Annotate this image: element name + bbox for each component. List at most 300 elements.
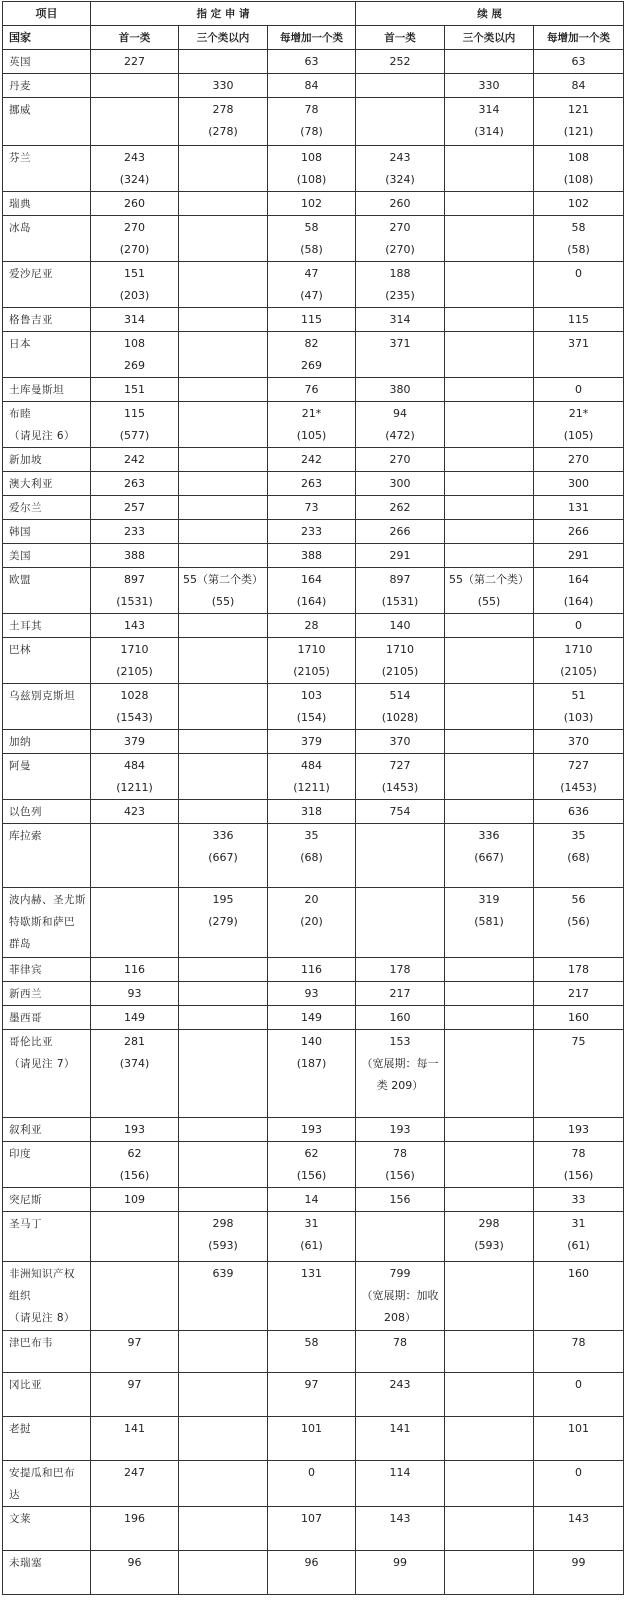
country-cell [3, 74, 91, 98]
designation-each-additional-cell [268, 1142, 356, 1188]
cell-text: 484 [301, 759, 323, 772]
fee-table [2, 1, 624, 1595]
renewal-first-class-cell [356, 824, 445, 888]
designation-first-class-cell [91, 332, 179, 378]
cell-text: （宽展期：每一 [361, 1057, 439, 1070]
cell-text: 318 [301, 805, 323, 818]
designation-each-additional-cell [268, 1461, 356, 1507]
renewal-first-class-cell [356, 332, 445, 378]
cell-text: 195 [212, 893, 234, 906]
designation-each-additional-cell [268, 216, 356, 262]
renewal-each-additional-cell [534, 448, 624, 472]
designation-first-class-cell [91, 824, 179, 888]
country-cell [3, 378, 91, 402]
renewal-each-additional-cell [534, 1551, 624, 1595]
cell-text: (2105) [293, 665, 330, 678]
item-header: 项目 [3, 2, 91, 26]
cell-text: 14 [304, 1193, 319, 1206]
renewal-within-three-cell [445, 308, 534, 332]
cell-text: (61) [567, 1239, 590, 1252]
cell-text: 1710 [564, 643, 593, 656]
table-row [3, 1373, 624, 1417]
table-row [3, 568, 624, 614]
designation-within-three-cell [179, 958, 268, 982]
cell-text: (1211) [116, 781, 153, 794]
table-row [3, 1006, 624, 1030]
cell-text: 897 [389, 573, 411, 586]
cell-text: 636 [568, 805, 590, 818]
renewal-within-three-cell [445, 1507, 534, 1551]
cell-text: 墨西哥 [9, 1012, 42, 1024]
table-row [3, 496, 624, 520]
designation-each-additional-cell [268, 146, 356, 192]
renewal-each-additional-cell [534, 1417, 624, 1461]
designation-within-three-cell [179, 496, 268, 520]
cell-text: (667) [208, 851, 238, 864]
cell-text: 131 [568, 501, 590, 514]
table-row [3, 1188, 624, 1212]
cell-text: 0 [575, 1378, 583, 1391]
table-row [3, 146, 624, 192]
designation-within-three-cell [179, 520, 268, 544]
cell-text: 262 [389, 501, 411, 514]
renewal-first-class-cell [356, 1373, 445, 1417]
cell-text: （请见注 8） [9, 1312, 76, 1324]
cell-text: 挪威 [9, 104, 31, 116]
designation-first-class-cell [91, 520, 179, 544]
designation-first-class-cell [91, 50, 179, 74]
renewal-within-three-cell [445, 730, 534, 754]
renewal-each-additional-cell [534, 74, 624, 98]
cell-text: 269 [124, 359, 145, 372]
designation-first-class-cell [91, 684, 179, 730]
cell-text: 爱沙尼亚 [9, 268, 53, 280]
renewal-first-class-cell [356, 614, 445, 638]
table-row [3, 824, 624, 888]
designation-within-three-cell [179, 448, 268, 472]
country-cell [3, 544, 91, 568]
designation-first-class-cell [91, 216, 179, 262]
table-row [3, 448, 624, 472]
table-row [3, 1118, 624, 1142]
designation-first-class-cell [91, 402, 179, 448]
renewal-first-class-cell [356, 216, 445, 262]
renewal-within-three-cell [445, 448, 534, 472]
renewal-within-three-cell [445, 472, 534, 496]
cell-text: 379 [124, 735, 145, 748]
table-row [3, 378, 624, 402]
cell-text: (47) [300, 289, 323, 302]
renewal-each-additional-cell [534, 1142, 624, 1188]
renewal-first-class-cell [356, 192, 445, 216]
cell-text: （请见注 6） [9, 430, 76, 442]
country-cell [3, 1417, 91, 1461]
cell-text: 263 [124, 477, 145, 490]
cell-text: 243 [389, 151, 411, 164]
cell-text: 丹麦 [9, 80, 31, 92]
cell-text: 754 [389, 805, 411, 818]
country-cell [3, 1118, 91, 1142]
designation-each-additional-cell [268, 332, 356, 378]
designation-within-three-cell [179, 332, 268, 378]
table-row [3, 262, 624, 308]
designation-within-three-cell [179, 378, 268, 402]
cell-text: 101 [301, 1422, 323, 1435]
cell-text: 组织 [9, 1290, 31, 1302]
cell-text: 31 [304, 1217, 319, 1230]
cell-text: 270 [124, 221, 145, 234]
designation-first-class-cell [91, 800, 179, 824]
cell-text: (1453) [381, 781, 419, 794]
cell-text: 243 [124, 151, 145, 164]
renewal-first-class-cell [356, 308, 445, 332]
cell-text: 164 [568, 573, 590, 586]
designation-each-additional-cell [268, 1507, 356, 1551]
renewal-each-additional-cell [534, 472, 624, 496]
table-row [3, 1212, 624, 1262]
cell-text: 津巴布韦 [9, 1337, 53, 1349]
cell-text: (68) [567, 851, 590, 864]
renewal-each-additional-cell [534, 1006, 624, 1030]
cell-text: (58) [300, 243, 323, 256]
designation-each-additional-cell [268, 684, 356, 730]
cell-text: 非洲知识产权 [9, 1268, 75, 1280]
designation-first-class-cell [91, 1551, 179, 1595]
cell-text: (68) [300, 851, 323, 864]
renewal-first-class-cell [356, 448, 445, 472]
renewal-first-class-cell [356, 1331, 445, 1373]
table-row [3, 98, 624, 146]
country-cell [3, 216, 91, 262]
cell-text: 文莱 [9, 1513, 31, 1525]
cell-text: (187) [296, 1057, 327, 1070]
designation-within-three-cell [179, 1417, 268, 1461]
designation-first-class-cell [91, 1507, 179, 1551]
cell-text: 160 [568, 1267, 590, 1280]
cell-text: 97 [127, 1378, 142, 1391]
cell-text: 0 [308, 1466, 316, 1479]
cell-text: 印度 [9, 1148, 31, 1160]
designation-within-three-cell [179, 1507, 268, 1551]
designation-each-additional-cell [268, 1212, 356, 1262]
cell-text: 196 [124, 1512, 145, 1525]
cell-text: 114 [389, 1466, 411, 1479]
designation-each-additional-cell [268, 730, 356, 754]
cell-text: 94 [393, 407, 408, 420]
cell-text: (121) [563, 125, 594, 138]
cell-text: 243 [389, 1378, 411, 1391]
country-cell [3, 332, 91, 378]
cell-text: 96 [304, 1556, 319, 1569]
table-row [3, 982, 624, 1006]
cell-text: （请见注 7） [9, 1058, 76, 1070]
cell-text: 266 [568, 525, 590, 538]
designation-within-three-cell [179, 982, 268, 1006]
cell-text: 217 [568, 987, 590, 1000]
designation-each-additional-cell [268, 1331, 356, 1373]
renewal-each-additional-cell [534, 1507, 624, 1551]
designation-each-additional-cell [268, 1188, 356, 1212]
renewal-each-additional-cell [534, 308, 624, 332]
table-row [3, 192, 624, 216]
cell-text: 日本 [9, 338, 31, 350]
cell-text: 291 [389, 549, 411, 562]
designation-each-additional-cell [268, 98, 356, 146]
renewal-each-additional-cell [534, 544, 624, 568]
table-row [3, 520, 624, 544]
renewal-each-additional-cell [534, 684, 624, 730]
designation-each-additional-cell [268, 982, 356, 1006]
cell-text: 62 [127, 1147, 142, 1160]
cell-text: 160 [568, 1011, 590, 1024]
designation-each-additional-cell [268, 568, 356, 614]
cell-text: 727 [568, 759, 590, 772]
cell-text: 298 [478, 1217, 500, 1230]
cell-text: 93 [127, 987, 142, 1000]
table-row [3, 754, 624, 800]
country-cell [3, 888, 91, 958]
designation-within-three-cell [179, 472, 268, 496]
designation-each-additional-cell [268, 1118, 356, 1142]
cell-text: 270 [389, 221, 411, 234]
cell-text: 314 [478, 103, 500, 116]
table-row [3, 472, 624, 496]
cell-text: 欧盟 [9, 574, 31, 586]
cell-text: 278 [212, 103, 234, 116]
cell-text: 141 [389, 1422, 411, 1435]
renewal-within-three-cell [445, 1262, 534, 1331]
designation-each-additional-cell [268, 262, 356, 308]
cell-text: 727 [389, 759, 411, 772]
cell-text: 371 [389, 337, 411, 350]
designation-each-additional-cell [268, 496, 356, 520]
designation-first-class-cell [91, 496, 179, 520]
cell-text: 252 [389, 55, 411, 68]
cell-text: 242 [124, 453, 145, 466]
cell-text: 93 [304, 987, 319, 1000]
designation-within-three-cell [179, 1030, 268, 1118]
cell-text: (279) [208, 915, 238, 928]
designation-each-additional-cell [268, 448, 356, 472]
renewal-each-additional-cell [534, 1461, 624, 1507]
cell-text: (1543) [116, 711, 153, 724]
cell-text: 484 [124, 759, 145, 772]
country-cell [3, 520, 91, 544]
cell-text: 143 [124, 619, 145, 632]
renewal-within-three-cell [445, 1461, 534, 1507]
cell-text: 84 [571, 79, 586, 92]
renewal-first-class-cell [356, 378, 445, 402]
cell-text: 安提瓜和巴布 [9, 1467, 75, 1479]
cell-text: 281 [124, 1035, 145, 1048]
cell-text: 233 [301, 525, 323, 538]
cell-text: 加纳 [9, 736, 31, 748]
designation-first-class-cell [91, 544, 179, 568]
renewal-within-three-cell [445, 146, 534, 192]
designation-within-three-cell [179, 568, 268, 614]
cell-text: (1453) [560, 781, 597, 794]
renewal-first-class-cell [356, 146, 445, 192]
cell-text: 76 [304, 383, 319, 396]
designation-within-three-cell [179, 1212, 268, 1262]
renewal-first-class-cell [356, 74, 445, 98]
cell-text: 116 [124, 963, 145, 976]
table-row [3, 1507, 624, 1551]
designation-within-three-cell [179, 1006, 268, 1030]
designation-each-additional-cell [268, 472, 356, 496]
renewal-each-additional-cell [534, 262, 624, 308]
designation-within-three-cell [179, 308, 268, 332]
cell-text: 特歇斯和萨巴 [9, 916, 75, 928]
cell-text: 1028 [120, 689, 149, 702]
country-cell [3, 448, 91, 472]
designation-within-three-cell [179, 146, 268, 192]
cell-text: 布睦 [9, 408, 31, 420]
designation-first-class-cell [91, 1212, 179, 1262]
cell-text: 0 [575, 267, 583, 280]
cell-text: (593) [208, 1239, 238, 1252]
country-cell [3, 402, 91, 448]
renewal-each-additional-cell [534, 1188, 624, 1212]
cell-text: 瑞典 [9, 198, 31, 210]
cell-text: 84 [304, 79, 319, 92]
cell-text: 冈比亚 [9, 1379, 42, 1391]
cell-text: 35 [304, 829, 319, 842]
cell-text: 227 [124, 55, 145, 68]
table-row [3, 402, 624, 448]
table-row [3, 888, 624, 958]
designation-within-three-cell [179, 1331, 268, 1373]
renewal-within-three-cell [445, 378, 534, 402]
designation-first-class-cell [91, 1188, 179, 1212]
designation-within-three-cell [179, 754, 268, 800]
renewal-first-class-cell [356, 50, 445, 74]
cell-text: 298 [212, 1217, 234, 1230]
renewal-within-three-cell [445, 520, 534, 544]
country-cell [3, 1373, 91, 1417]
country-cell [3, 50, 91, 74]
renewal-first-class-cell [356, 638, 445, 684]
designation-first-class-cell [91, 146, 179, 192]
designation-each-additional-cell [268, 1006, 356, 1030]
cell-text: 78 [304, 103, 319, 116]
cell-text: 爱尔兰 [9, 502, 42, 514]
cell-text: 141 [124, 1422, 145, 1435]
cell-text: 143 [389, 1512, 411, 1525]
designation-each-additional-cell [268, 614, 356, 638]
cell-text: 美国 [9, 550, 31, 562]
renewal-first-class-cell [356, 98, 445, 146]
renewal-within-three-cell [445, 1030, 534, 1118]
cell-text: (2105) [116, 665, 153, 678]
cell-text: 21* [568, 407, 589, 420]
designation-first-class-cell [91, 958, 179, 982]
country-cell [3, 1507, 91, 1551]
cell-text: 897 [124, 573, 145, 586]
renewal-each-additional-cell [534, 1212, 624, 1262]
cell-text: 波内赫、圣尤斯 [9, 894, 86, 906]
designation-within-three-cell [179, 614, 268, 638]
renewal-first-class-cell [356, 402, 445, 448]
renewal-within-three-cell [445, 1142, 534, 1188]
renewal-within-three-cell [445, 638, 534, 684]
cell-text: (108) [296, 173, 327, 186]
renewal-first-class-cell [356, 544, 445, 568]
cell-text: 257 [124, 501, 145, 514]
cell-text: 99 [393, 1556, 408, 1569]
cell-text: 108 [124, 337, 145, 350]
cell-text: (203) [119, 289, 150, 302]
renewal-within-three-cell [445, 544, 534, 568]
cell-text: 370 [389, 735, 411, 748]
designation-each-additional-cell [268, 1262, 356, 1331]
cell-text: 102 [568, 197, 590, 210]
cell-text: 75 [571, 1035, 586, 1048]
cell-text: 388 [301, 549, 323, 562]
renewal-first-class-cell [356, 982, 445, 1006]
country-cell [3, 1212, 91, 1262]
cell-text: 140 [301, 1035, 323, 1048]
cell-text: 巴林 [9, 644, 31, 656]
cell-text: 78 [571, 1336, 586, 1349]
designation-each-additional-cell [268, 638, 356, 684]
cell-text: 1710 [386, 643, 415, 656]
cell-text: (156) [385, 1169, 415, 1182]
renewal-within-three-cell [445, 1373, 534, 1417]
cell-text: 193 [301, 1123, 323, 1136]
renewal-first-class-cell [356, 754, 445, 800]
designation-first-class-cell [91, 1417, 179, 1461]
renewal-within-three-cell [445, 216, 534, 262]
cell-text: 115 [124, 407, 145, 420]
renewal-within-three-cell [445, 958, 534, 982]
renewal-within-three-cell [445, 1417, 534, 1461]
table-row [3, 1461, 624, 1507]
cell-text: 423 [124, 805, 145, 818]
cell-text: (1531) [381, 595, 419, 608]
cell-text: 156 [389, 1193, 411, 1206]
table-row [3, 684, 624, 730]
renewal-within-three-cell [445, 50, 534, 74]
table-row [3, 1030, 624, 1118]
designation-first-class-cell [91, 1331, 179, 1373]
cell-text: 101 [568, 1422, 590, 1435]
designation-each-additional-cell [268, 308, 356, 332]
cell-text: 242 [301, 453, 323, 466]
designation-within-three-cell [179, 888, 268, 958]
renewal-first-class-cell [356, 800, 445, 824]
table-row [3, 1262, 624, 1331]
cell-text: 131 [301, 1267, 323, 1280]
cell-text: 314 [389, 313, 411, 326]
renewal-within-three-cell [445, 496, 534, 520]
cell-text: 314 [124, 313, 145, 326]
cell-text: 188 [389, 267, 411, 280]
cell-text: 330 [212, 79, 234, 92]
cell-text: 260 [124, 197, 145, 210]
designation-first-class-header: 首一类 [91, 26, 179, 50]
renewal-within-three-cell [445, 800, 534, 824]
cell-text: (577) [119, 429, 150, 442]
renewal-within-three-cell [445, 402, 534, 448]
cell-text: 336 [212, 829, 234, 842]
cell-text: 格鲁吉亚 [9, 314, 53, 326]
cell-text: 149 [124, 1011, 145, 1024]
cell-text: 82 [304, 337, 319, 350]
cell-text: 28 [304, 619, 319, 632]
cell-text: (1531) [116, 595, 153, 608]
renewal-within-three-cell [445, 192, 534, 216]
